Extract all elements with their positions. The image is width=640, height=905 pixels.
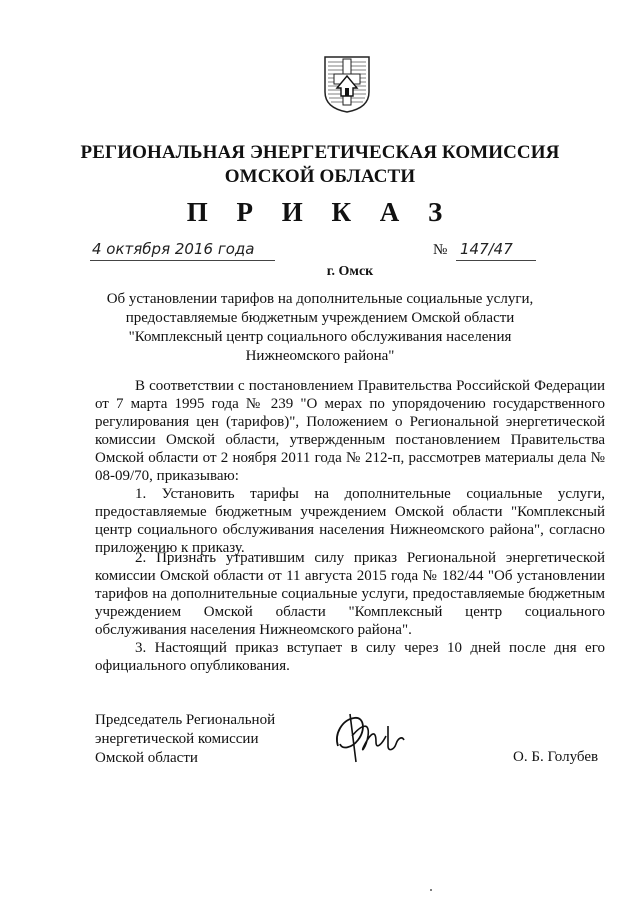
clause-1-paragraph: 1. Установить тарифы на дополнительные социальные услуги, предоставляемые бюджетным учреждением Омской области "Комплексный центр социального обслуживания населения Нижнеомского района", согласно приложению к приказу. [95,486,605,556]
number-label: № [433,242,448,258]
handwritten-number: 147/47 [460,240,513,258]
subject-line: "Комплексный центр социального обслуживания населения [128,329,512,345]
clause-3-paragraph: 3. Настоящий приказ вступает в силу через 10 дней после дня его официального опубликования. [95,640,605,674]
document-type-title: П Р И К А З [186,197,454,227]
handwritten-date: 4 октября 2016 года [92,240,255,258]
date-underline [90,260,275,261]
signatory-title-line: энергетической комиссии [95,731,259,747]
organization-name-line2: ОМСКОЙ ОБЛАСТИ [224,166,416,187]
signatory-title [95,711,275,768]
number-underline [456,260,536,261]
omsk-coat-of-arms-icon [322,54,372,114]
city-label: г. Омск [326,264,374,279]
organization-name-line1: РЕГИОНАЛЬНАЯ ЭНЕРГЕТИЧЕСКАЯ КОМИССИЯ [80,142,560,163]
scan-speck [430,889,432,891]
handwritten-signature-icon [330,706,410,766]
subject-line: предоставляемые бюджетным учреждением Омской области [125,310,515,326]
subject-line: Об установлении тарифов на дополнительные социальные услуги, [106,291,534,307]
clause-2-paragraph: 2. Признать утратившим силу приказ Региональной энергетической комиссии Омской области от 11 августа 2015 года № 182/44 "Об установлении тарифов на дополнительные социальные услуги, предоставляемые бюджетным учреждением Омской области "Комплексный центр социального обслуживания населения Нижнеомского района". [95,550,605,638]
subject-line: Нижнеомского района" [245,348,395,364]
order-subject [90,290,550,366]
signatory-name: О. Б. Голубев [513,749,599,765]
signatory-title-line: Омской области [95,750,198,766]
preamble-paragraph: В соответствии с постановлением Правительства Российской Федерации от 7 марта 1995 года № 239 "О мерах по упорядочению государственного регулирования цен (тарифов)", Положением о Региональной энергетической комиссии Омской области, утвержденным постановлением Правительства Омской области от 2 ноября 2011 года № 212-п, рассмотрев материалы дела № 08-09/70, приказываю: [95,378,605,484]
signatory-title-line: Председатель Региональной [95,712,276,728]
